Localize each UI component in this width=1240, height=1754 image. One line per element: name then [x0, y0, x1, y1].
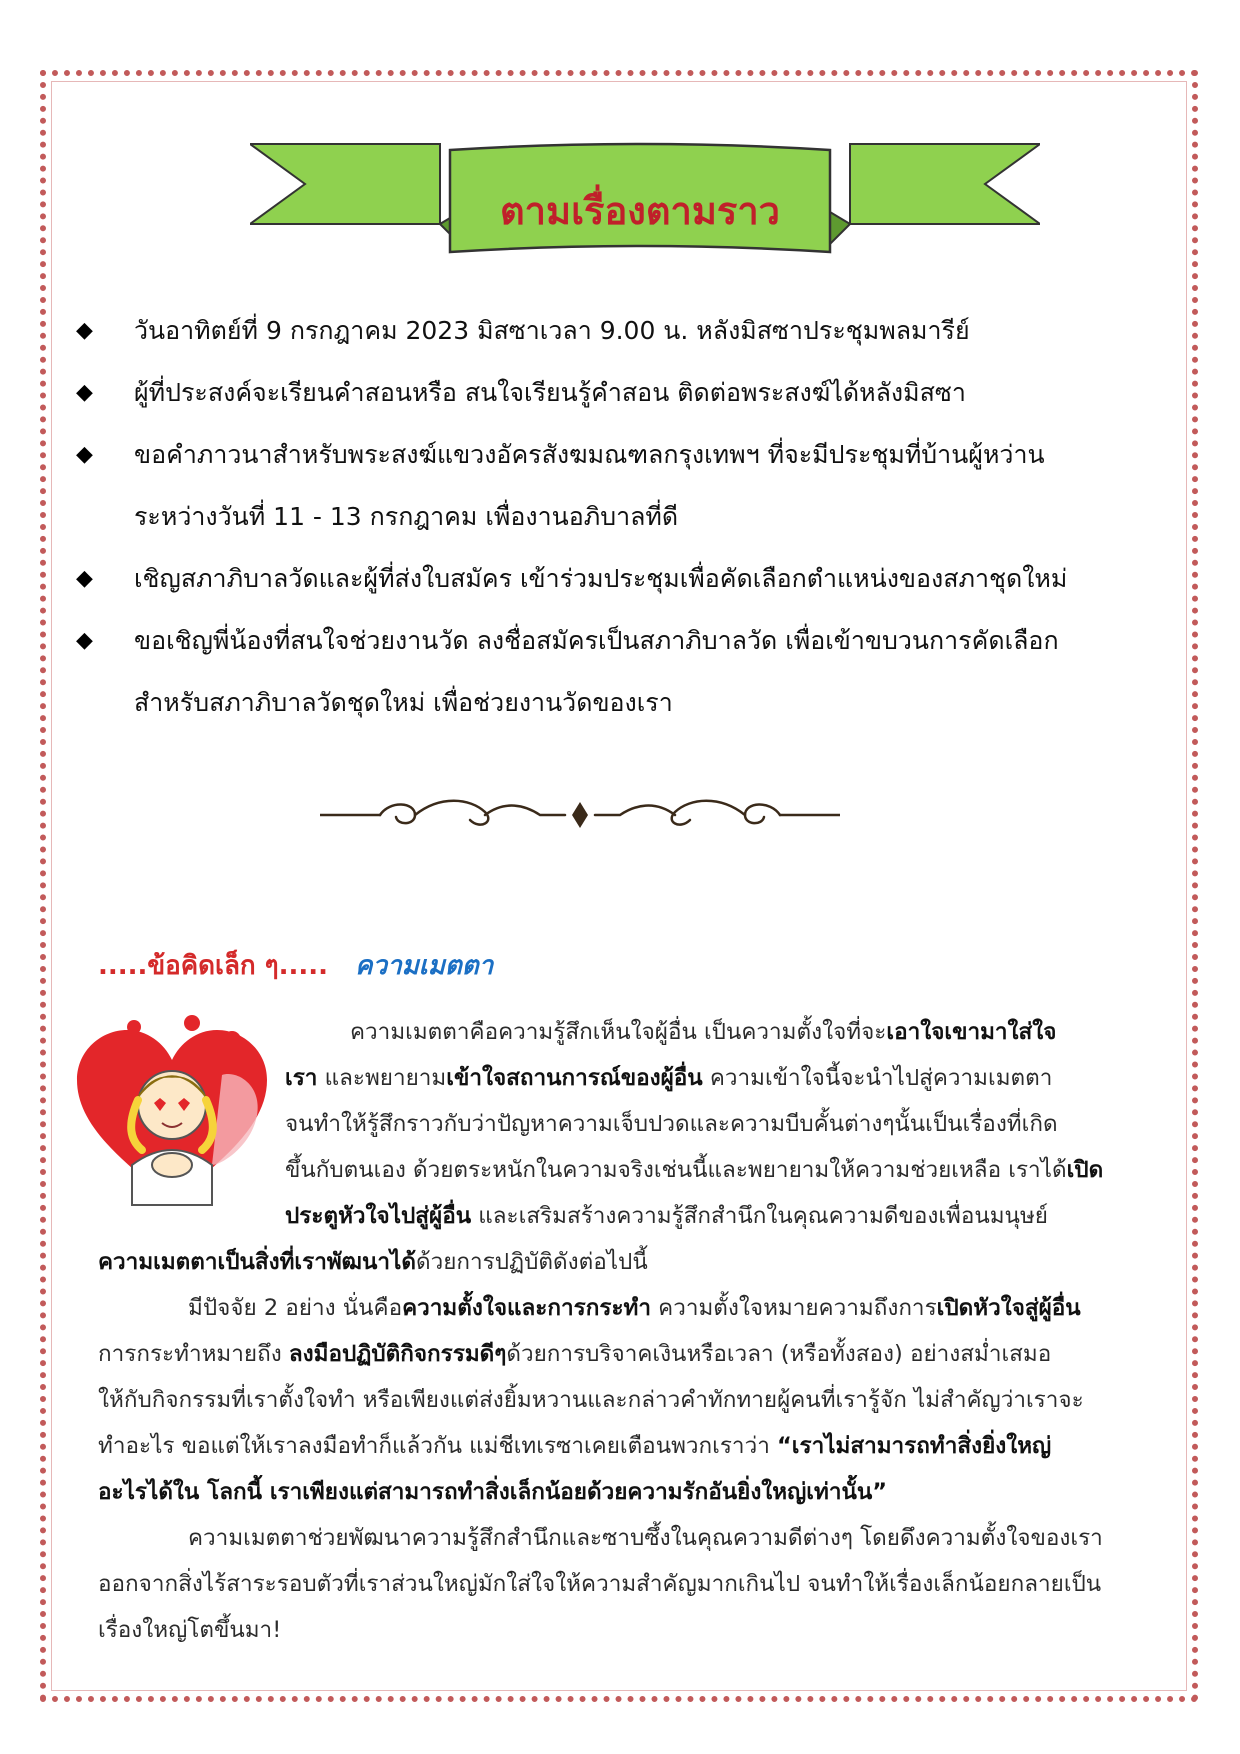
black-diamond-icon: ◆ — [76, 318, 93, 343]
banner-title: ตามเรื่องตามราว — [500, 188, 780, 233]
reflection-line: ความเมตตาช่วยพัฒนาความรู้สึกสำนึกและซาบซึ้งในคุณความดีต่างๆ โดยดึงความตั้งใจของเรา — [188, 1525, 1103, 1551]
reflection-line: การกระทำหมายถึง ลงมือปฏิบัติกิจกรรมดีๆด้วยการบริจาคเงินหรือเวลา (หรือทั้งสอง) อย่างสม่ำเสมอ — [98, 1341, 1052, 1367]
reflection-line: เรา และพยายามเข้าใจสถานการณ์ของผู้อื่น ความเข้าใจนี้จะนำไปสู่ความเมตตา — [285, 1065, 1053, 1091]
announcement-item — [76, 424, 1156, 548]
announcement-list — [76, 300, 1156, 734]
announcement-line: ผู้ที่ประสงค์จะเรียนคำสอนหรือ สนใจเรียนรู้คำสอน ติดต่อพระสงฆ์ได้หลังมิสซา — [134, 378, 966, 407]
heading-topic: ความเมตตา — [355, 951, 494, 981]
announcement-line: สำหรับสภาภิบาลวัดชุดใหม่ เพื่อช่วยงานวัดของเรา — [134, 688, 673, 717]
reflection-line: ประตูหัวใจไปสู่ผู้อื่น และเสริมสร้างความรู้สึกสำนึกในคุณความดีของเพื่อนมนุษย์ — [285, 1203, 1048, 1229]
black-diamond-icon: ◆ — [76, 566, 93, 591]
reflection-line: ออกจากสิ่งไร้สาระรอบตัวที่เราส่วนใหญ่มักใส่ใจให้ความสำคัญมากเกินไป จนทำให้เรื่องเล็กน้อยกลายเป็น — [98, 1571, 1102, 1597]
announcement-line: วันอาทิตย์ที่ 9 กรกฎาคม 2023 มิสซาเวลา 9.00 น. หลังมิสซาประชุมพลมารีย์ — [134, 316, 970, 345]
announcement-item — [76, 610, 1156, 734]
heading-prefix: .....ข้อคิดเล็ก ๆ..... — [98, 951, 329, 981]
heart-girl-illustration — [72, 1015, 272, 1215]
reflection-line: มีปัจจัย 2 อย่าง นั่นคือความตั้งใจและการกระทำ ความตั้งใจหมายความถึงการเปิดหัวใจสู่ผู้อื่น — [188, 1295, 1081, 1321]
announcement-line: เชิญสภาภิบาลวัดและผู้ที่ส่งใบสมัคร เข้าร่วมประชุมเพื่อคัดเลือกตำแหน่งของสภาชุดใหม่ — [134, 564, 1068, 593]
announcement-item — [76, 548, 1156, 610]
reflection-line: ขึ้นกับตนเอง ด้วยตระหนักในความจริงเช่นนี้และพยายามให้ความช่วยเหลือ เราได้เปิด — [285, 1157, 1104, 1183]
announcement-line: ระหว่างวันที่ 11 - 13 กรกฎาคม เพื่องานอภิบาลที่ดี — [134, 502, 679, 531]
reflection-heading — [98, 945, 493, 986]
announcement-line: ขอเชิญพี่น้องที่สนใจช่วยงานวัด ลงชื่อสมัครเป็นสภาภิบาลวัด เพื่อเข้าขบวนการคัดเลือก — [134, 626, 1059, 655]
reflection-line: ทำอะไร ขอแต่ให้เราลงมือทำก็แล้วกัน แม่ชีเทเรซาเคยเตือนพวกเราว่า “เราไม่สามารถทำสิ่งยิ่งใหญ่ — [98, 1433, 1052, 1459]
announcement-item — [76, 300, 1156, 362]
reflection-line: เรื่องใหญ่โตขึ้นมา! — [98, 1617, 282, 1643]
reflection-line: จนทำให้รู้สึกราวกับว่าปัญหาความเจ็บปวดและความบีบคั้นต่างๆนั้นเป็นเรื่องที่เกิด — [285, 1111, 1058, 1137]
announcement-item — [76, 362, 1156, 424]
scroll-divider-icon — [320, 790, 840, 840]
black-diamond-icon: ◆ — [76, 442, 93, 467]
reflection-line: อะไรได้ใน โลกนี้ เราเพียงแต่สามารถทำสิ่งเล็กน้อยด้วยความรักอันยิ่งใหญ่เท่านั้น” — [98, 1479, 888, 1505]
reflection-line: ความเมตตาเป็นสิ่งที่เราพัฒนาได้ด้วยการปฏิบัติดังต่อไปนี้ — [98, 1249, 648, 1275]
reflection-line: ความเมตตาคือความรู้สึกเห็นใจผู้อื่น เป็นความตั้งใจที่จะเอาใจเขามาใส่ใจ — [350, 1019, 1057, 1045]
black-diamond-icon: ◆ — [76, 380, 93, 405]
black-diamond-icon: ◆ — [76, 628, 93, 653]
reflection-line: ให้กับกิจกรรมที่เราตั้งใจทำ หรือเพียงแต่ส่งยิ้มหวานและกล่าวคำทักทายผู้คนที่เรารู้จัก ไม่สำคัญว่าเราจะ — [98, 1387, 1084, 1413]
announcement-line: ขอคำภาวนาสำหรับพระสงฆ์แขวงอัครสังฆมณฑลกรุงเทพฯ ที่จะมีประชุมที่บ้านผู้หว่าน — [134, 440, 1045, 469]
